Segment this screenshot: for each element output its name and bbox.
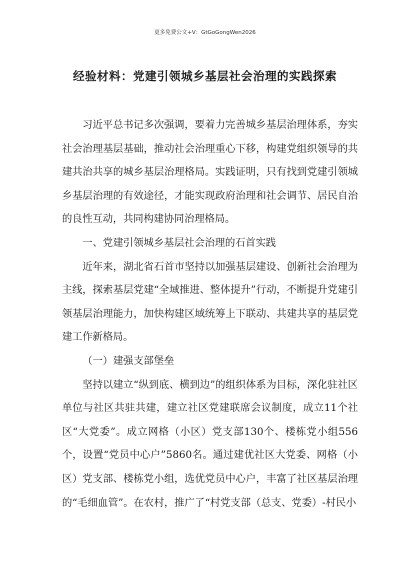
header-note: 更多免费公文+V：GtGoGongWen2026	[154, 30, 256, 36]
subsection-heading: （一）建强支部堡垒	[82, 355, 175, 367]
section-heading: 一、党建引领城乡基层社会治理的石首实践	[82, 237, 276, 249]
section-paragraph: 近年来，湖北省石首市坚持以加强基层建设、创新社会治理为主线，探索基层党建“全域推进、整体提升”行动，不断提升党建引领基层治理能力，加快构建区域统筹上下联动、共建共享的基层党建工作新格局。	[62, 261, 358, 344]
document-body	[62, 114, 358, 515]
intro-paragraph: 习近平总书记多次强调，要着力完善城乡基层治理体系，夯实社会治理基层基础，推动社会治理重心下移，构建党组织领导的共建共治共享的城乡基层治理格局。实践证明，只有找到党建引领城乡基层治理的有效途径，才能实现政府治理和社会调节、居民自治的良性互动，共同构建协同治理格局。	[62, 120, 358, 226]
subsection-paragraph: 坚持以建立“纵到底、横到边”的组织体系为目标，深化驻社区单位与社区共驻共建，建立社区党建联席会议制度，成立11个社区“大党委”。成立网格（小区）党支部130个、楼栋党小组556个，设置“党员中心户”5860名。通过建优社区大党委、网格（小区）党支部、楼栋党小组，选优党员中心户，丰富了社区基层治理的“毛细血管”。在农村，推广了“村党支部（总支、党委）-村民小	[62, 379, 358, 509]
document-title: 经验材料：党建引领城乡基层社会治理的实践探索	[73, 69, 337, 83]
